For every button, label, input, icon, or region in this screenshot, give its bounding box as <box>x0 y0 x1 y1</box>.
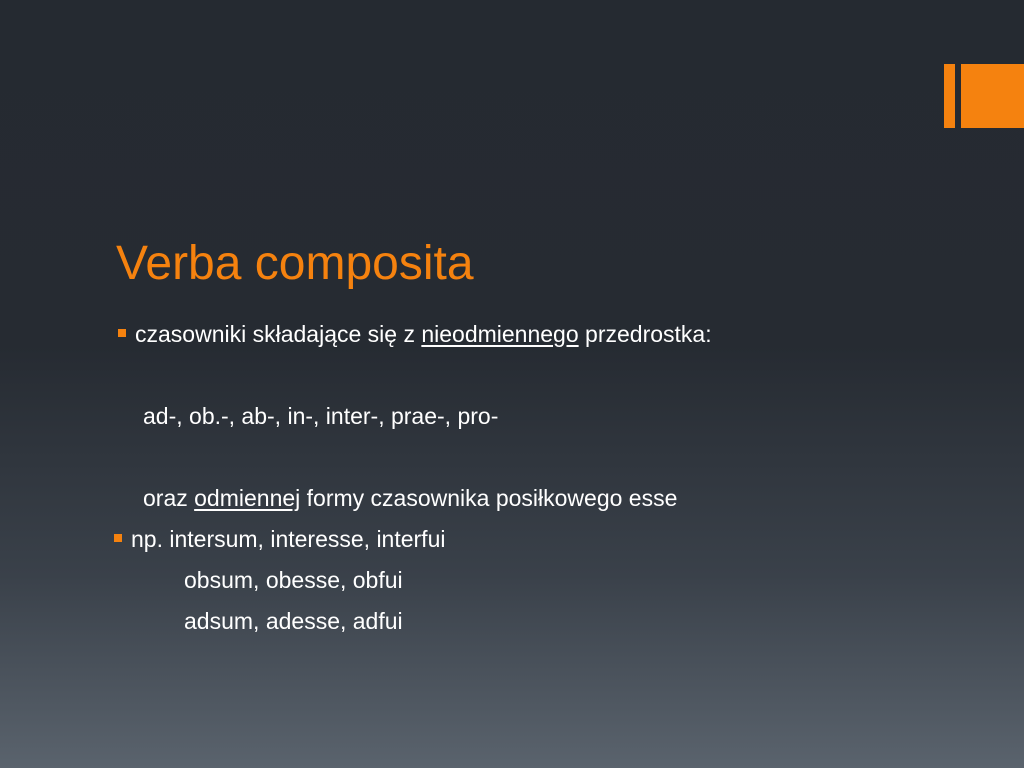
example-line-obsum: obsum, obesse, obfui <box>184 567 403 593</box>
bullet-1-text-after: przedrostka: <box>578 321 712 347</box>
bullet-1-underlined-word: nieodmiennego <box>421 321 579 347</box>
example-line-adsum: adsum, adesse, adfui <box>184 608 403 634</box>
oraz-text-after: formy czasownika posiłkowego esse <box>300 485 678 511</box>
oraz-line <box>143 483 677 513</box>
oraz-text-before: oraz <box>143 485 195 511</box>
bullet-square-icon <box>114 534 122 542</box>
bullet-item-2 <box>114 524 445 554</box>
bullet-2-text: np. intersum, interesse, interfui <box>131 526 446 552</box>
bullet-1-text-before: czasowniki składające się z <box>135 321 422 347</box>
prefix-list: ad-, ob.-, ab-, in-, inter-, prae-, pro- <box>143 403 499 429</box>
slide-title: Verba composita <box>116 237 474 290</box>
bullet-item-1 <box>118 319 712 349</box>
bullet-square-icon <box>118 329 126 337</box>
oraz-underlined-word: odmiennej <box>194 485 301 511</box>
